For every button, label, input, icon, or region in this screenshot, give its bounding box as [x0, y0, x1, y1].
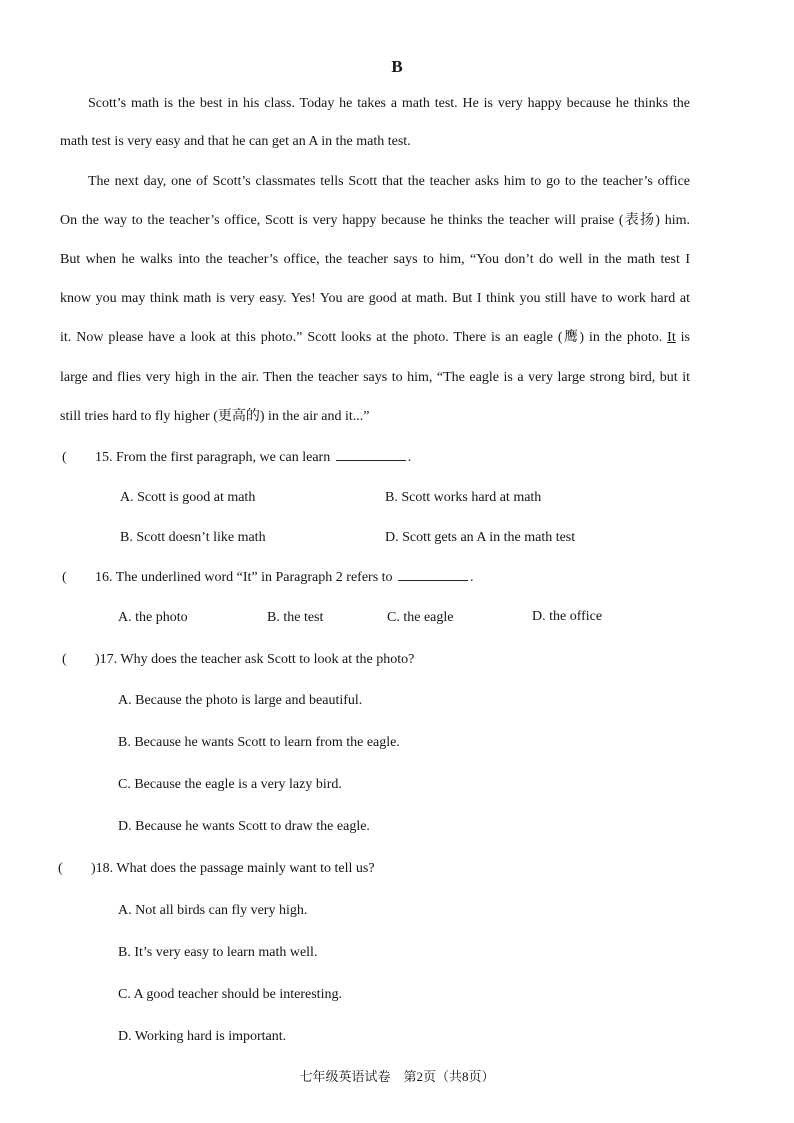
option: A. Not all birds can fly very high.: [118, 903, 308, 918]
option: C. A good teacher should be interesting.: [118, 987, 342, 1002]
question-text: )17. Why does the teacher ask Scott to look at the photo?: [95, 652, 415, 667]
passage-line: math test is very easy and that he can get an A in the math test.: [60, 134, 411, 149]
passage-line: The next day, one of Scott’s classmates tells Scott that the teacher asks him to go to the teacher’s office: [88, 174, 690, 189]
answer-paren: (: [62, 652, 67, 667]
option: B. Scott doesn’t like math: [120, 530, 266, 545]
answer-paren: (: [58, 861, 63, 876]
answer-paren: (: [62, 450, 67, 465]
passage-line: know you may think math is very easy. Yes! You are good at math. But I think you still have to work hard at: [60, 291, 690, 306]
question-end: .: [407, 450, 412, 465]
passage-line: But when he walks into the teacher’s office, the teacher says to him, “You don’t do well in the math test I: [60, 252, 690, 267]
passage-line: still tries hard to fly higher (更高的) in the air and it...”: [60, 409, 370, 424]
option: B. It’s very easy to learn math well.: [118, 945, 318, 960]
question-18: [58, 859, 375, 879]
answer-blank: [398, 568, 468, 581]
question-text: 15. From the first paragraph, we can learn: [95, 450, 331, 465]
option: A. the photo: [118, 610, 188, 625]
passage-line: On the way to the teacher’s office, Scott is very happy because he thinks the teacher will praise (表扬) him.: [60, 213, 690, 228]
passage-line: large and flies very high in the air. Then the teacher says to him, “The eagle is a very large strong bird, but it: [60, 370, 690, 385]
question-text: 16. The underlined word “It” in Paragraph 2 refers to: [95, 570, 393, 585]
underlined-word: It: [667, 330, 676, 345]
question-16: [62, 568, 474, 588]
question-17: [62, 650, 414, 670]
passage-line: [60, 328, 690, 348]
page-footer: 七年级英语试卷 第2页（共8页）: [299, 1069, 495, 1084]
answer-paren: (: [62, 570, 67, 585]
option: C. the eagle: [387, 610, 454, 625]
section-title: B: [391, 57, 403, 76]
passage-text: it. Now please have a look at this photo.” Scott looks at the photo. There is an eagle (鹰) in the photo.: [60, 330, 663, 345]
passage-line: Scott’s math is the best in his class. Today he takes a math test. He is very happy because he thinks the: [88, 96, 690, 111]
passage-text: is: [680, 330, 691, 345]
option: B. Because he wants Scott to learn from the eagle.: [118, 735, 400, 750]
question-15: [62, 448, 411, 468]
question-end: .: [470, 570, 474, 585]
option: B. the test: [267, 610, 324, 625]
answer-blank: [336, 448, 406, 461]
option: A. Because the photo is large and beautiful.: [118, 693, 363, 708]
option: D. the office: [532, 609, 603, 624]
question-text: )18. What does the passage mainly want to tell us?: [91, 861, 375, 876]
option: B. Scott works hard at math: [385, 490, 542, 505]
option: D. Scott gets an A in the math test: [385, 530, 576, 545]
option: C. Because the eagle is a very lazy bird.: [118, 777, 342, 792]
option: D. Working hard is important.: [118, 1029, 287, 1044]
option: D. Because he wants Scott to draw the eagle.: [118, 819, 370, 834]
option: A. Scott is good at math: [120, 490, 256, 505]
